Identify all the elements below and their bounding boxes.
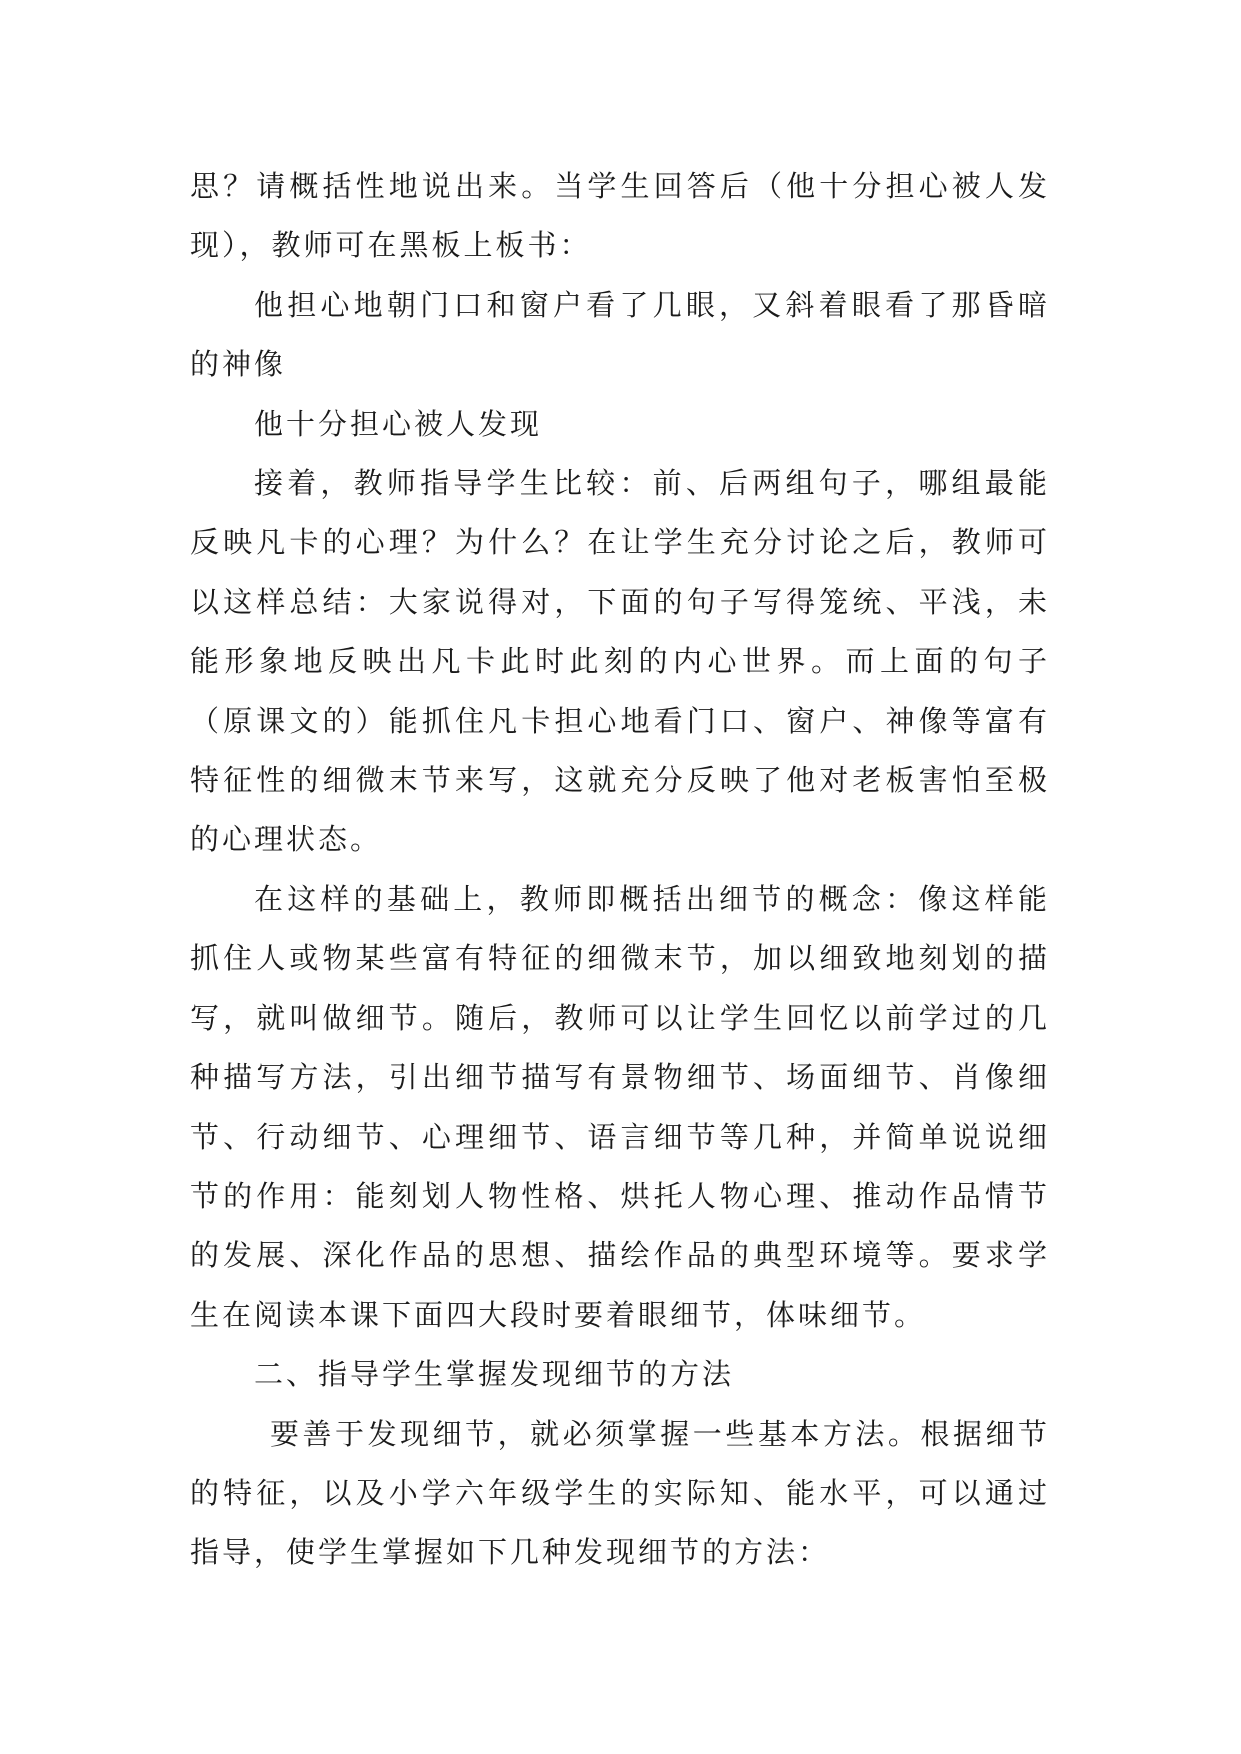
paragraph-comparison: 接着，教师指导学生比较：前、后两组句子，哪组最能反映凡卡的心理？为什么？在让学生充分讨论之后，教师可以这样总结：大家说得对，下面的句子写得笼统、平浅，未能形象地反映出凡卡此时此刻的内心世界。而上面的句子（原课文的）能抓住凡卡担心地看门口、窗户、神像等富有特征性的细微末节来写，这就充分反映了他对老板害怕至极的心理状态。 (190, 466, 1050, 857)
paragraph-detail-concept: 在这样的基础上，教师即概括出细节的概念：像这样能抓住人或物某些富有特征的细微末节，加以细致地刻划的描写，就叫做细节。随后，教师可以让学生回忆以前学过的几种描写方法，引出细节描写有景物细节、场面细节、肖像细节、行动细节、心理细节、语言细节等几种，并简单说说细节的作用：能刻划人物性格、烘托人物心理、推动作品情节的发展、深化作品的思想、描绘作品的典型环境等。要求学生在阅读本课下面四大段时要着眼细节，体味细节。 (190, 881, 1050, 1332)
paragraph-rewritten-sentence: 他十分担心被人发现 (254, 406, 543, 441)
paragraph-original-sentence: 他担心地朝门口和窗户看了几眼，又斜着眼看了那昏暗的神像 (190, 287, 1050, 382)
paragraph-methods-intro: 要善于发现细节，就必须掌握一些基本方法。根据细节的特征，以及小学六年级学生的实际知、能水平，可以通过指导，使学生掌握如下几种发现细节的方法： (190, 1416, 1050, 1570)
document-body (190, 157, 1050, 1583)
section-heading: 二、指导学生掌握发现细节的方法 (254, 1357, 735, 1392)
paragraph-continuation: 思？请概括性地说出来。当学生回答后（他十分担心被人发现），教师可在黑板上板书： (190, 169, 1050, 263)
